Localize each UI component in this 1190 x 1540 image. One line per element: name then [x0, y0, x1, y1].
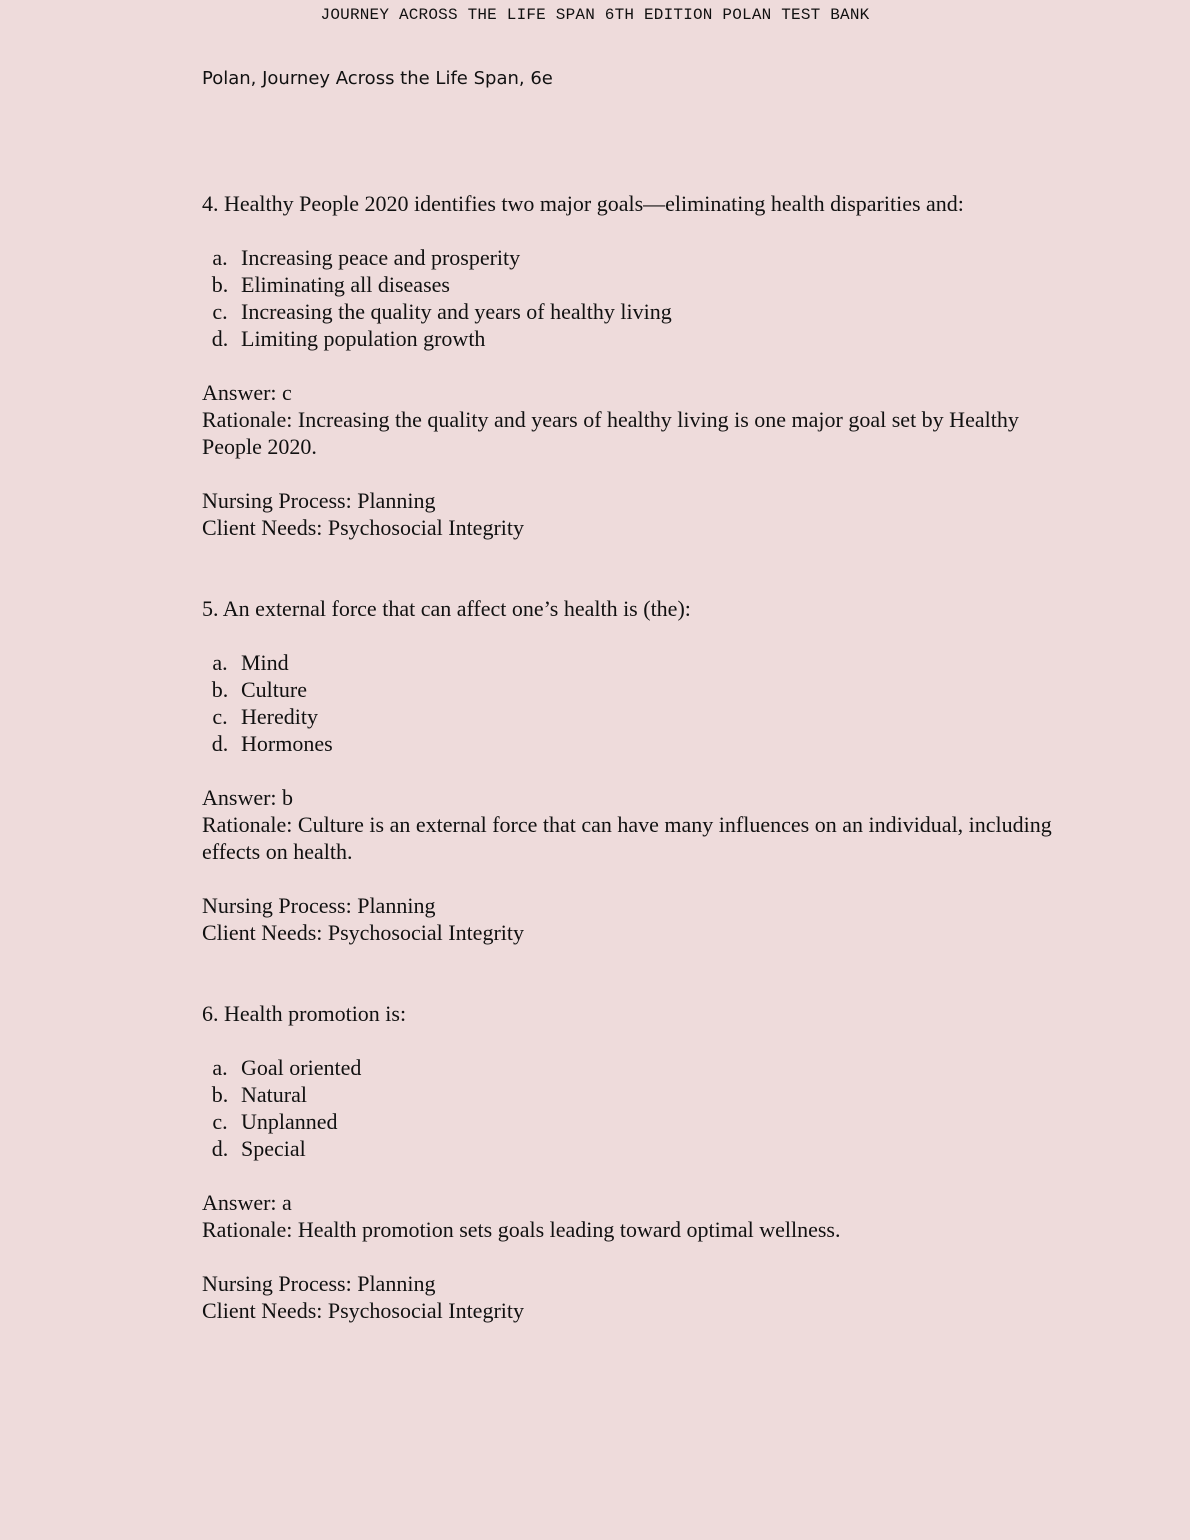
answer-block: [202, 1189, 1082, 1243]
option-text: Increasing peace and prosperity: [241, 245, 521, 270]
nursing-process: Nursing Process: Planning: [202, 893, 436, 918]
option-letter: d.: [211, 326, 229, 351]
meta-block: [202, 892, 1082, 946]
option-letter: a.: [212, 650, 228, 675]
option-item: [202, 271, 1082, 298]
answer-block: [202, 379, 1082, 460]
option-item: [202, 730, 1082, 757]
meta-block: [202, 487, 1082, 541]
option-item: [202, 1108, 1082, 1135]
question-6: [202, 1000, 1082, 1324]
option-text: Heredity: [241, 704, 318, 729]
rationale: Rationale: Increasing the quality and years of healthy living is one major goal set by Healthy People 2020.: [202, 407, 1019, 459]
question-stem: 4. Healthy People 2020 identifies two major goals—eliminating health disparities and:: [202, 191, 964, 216]
answer-key: Answer: c: [202, 380, 292, 405]
client-needs: Client Needs: Psychosocial Integrity: [202, 1298, 524, 1323]
rationale: Rationale: Culture is an external force that can have many influences on an individual, including effects on health.: [202, 812, 1052, 864]
option-text: Increasing the quality and years of healthy living: [241, 299, 672, 324]
option-letter: c.: [212, 1109, 228, 1134]
answer-key: Answer: b: [202, 785, 294, 810]
answer-key: Answer: a: [202, 1190, 292, 1215]
option-item: [202, 1081, 1082, 1108]
answer-block: [202, 784, 1082, 865]
document-body: [202, 190, 1082, 1324]
option-letter: a.: [212, 1055, 228, 1080]
meta-block: [202, 1270, 1082, 1324]
rationale: Rationale: Health promotion sets goals leading toward optimal wellness.: [202, 1217, 841, 1242]
client-needs: Client Needs: Psychosocial Integrity: [202, 515, 524, 540]
option-text: Mind: [241, 650, 289, 675]
option-letter: a.: [212, 245, 228, 270]
option-letter: c.: [212, 299, 228, 324]
question-4: [202, 190, 1082, 541]
option-letter: b.: [211, 1082, 229, 1107]
option-text: Unplanned: [241, 1109, 338, 1134]
nursing-process: Nursing Process: Planning: [202, 488, 436, 513]
option-letter: d.: [211, 731, 229, 756]
option-text: Eliminating all diseases: [241, 272, 450, 297]
option-letter: b.: [211, 677, 229, 702]
option-item: [202, 676, 1082, 703]
option-letter: d.: [211, 1136, 229, 1161]
option-text: Goal oriented: [241, 1055, 362, 1080]
option-text: Natural: [241, 1082, 307, 1107]
nursing-process: Nursing Process: Planning: [202, 1271, 436, 1296]
option-item: [202, 298, 1082, 325]
option-item: [202, 1135, 1082, 1162]
answer-options: [202, 649, 1082, 757]
answer-options: [202, 244, 1082, 352]
document-banner: JOURNEY ACROSS THE LIFE SPAN 6TH EDITION POLAN TEST BANK: [320, 6, 870, 24]
option-text: Special: [241, 1136, 306, 1161]
option-letter: b.: [211, 272, 229, 297]
option-item: [202, 244, 1082, 271]
question-stem: 6. Health promotion is:: [202, 1001, 407, 1026]
option-text: Culture: [241, 677, 307, 702]
option-item: [202, 703, 1082, 730]
option-item: [202, 325, 1082, 352]
page-header: Polan, Journey Across the Life Span, 6e: [202, 68, 553, 89]
client-needs: Client Needs: Psychosocial Integrity: [202, 920, 524, 945]
option-letter: c.: [212, 704, 228, 729]
option-text: Hormones: [241, 731, 333, 756]
option-text: Limiting population growth: [241, 326, 486, 351]
question-5: [202, 595, 1082, 946]
question-stem: 5. An external force that can affect one’s health is (the):: [202, 596, 691, 621]
answer-options: [202, 1054, 1082, 1162]
option-item: [202, 1054, 1082, 1081]
option-item: [202, 649, 1082, 676]
